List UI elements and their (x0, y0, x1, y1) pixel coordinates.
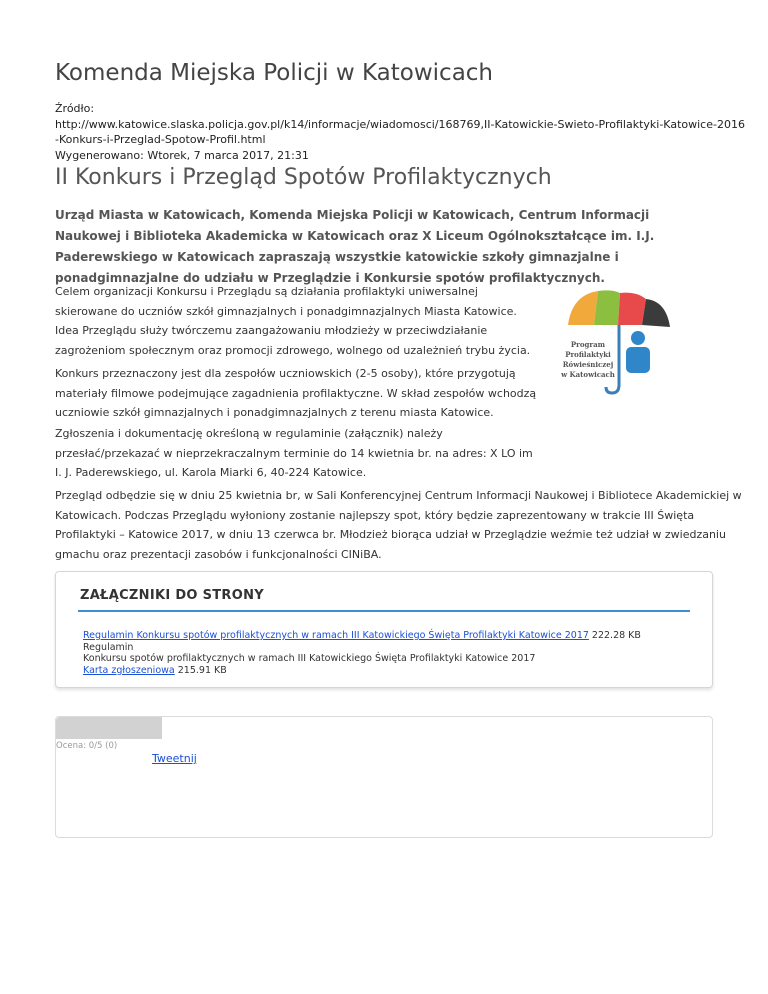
tweet-link[interactable]: Tweetnij (152, 752, 197, 765)
article-title: II Konkurs i Przegląd Spotów Profilaktycznych (55, 165, 552, 190)
paragraph-3-line: Zgłoszenia i dokumentację określoną w regulaminie (załącznik) należy (55, 427, 443, 440)
logo-text-line: w Katowicach (561, 370, 615, 379)
logo-text-line: Program (570, 340, 606, 349)
umbrella-segment-red (618, 293, 646, 325)
attachment-meta: 215.91 KB (174, 664, 227, 676)
source-url-line-1: http://www.katowice.slaska.policja.gov.pl/k14/informacje/wiadomosci/168769,II-Katowickie-Swieto-Profilaktyki-Katowice-2016 (55, 117, 745, 131)
attachments-panel (55, 571, 713, 688)
site-title: Komenda Miejska Policji w Katowicach (55, 60, 494, 86)
paragraph-4-line: Katowicach. Podczas Przeglądu wyłoniony zostanie najlepszy spot, który będzie zaprezentowany w trakcie III Święta (55, 508, 695, 522)
source-block (55, 101, 745, 163)
source-label: Źródło: (55, 102, 95, 115)
paragraph-2-line: uczniowie szkół gimnazjalnych i ponadgimnazjalnych z terenu miasta Katowice. (55, 406, 494, 419)
paragraph-1-line: skierowane do uczniów szkół gimnazjalnych i ponadgimnazjalnych Miasta Katowice. (55, 304, 517, 318)
rating-panel (55, 716, 713, 838)
person-head (631, 331, 645, 345)
umbrella-segment-green (594, 290, 620, 325)
attachments-title: ZAŁĄCZNIKI DO STRONY (80, 588, 264, 603)
paragraph-3-line: I. J. Paderewskiego, ul. Karola Miarki 6, 40-224 Katowice. (55, 466, 367, 479)
attachment-meta: 222.28 KB Regulamin (83, 630, 641, 653)
umbrella-handle (606, 325, 619, 393)
paragraph-4-line: gmachu oraz prezentacji zasobów i funkcjonalności CINiBA. (55, 547, 382, 561)
paragraph-2 (55, 364, 536, 423)
paragraph-1-line: zagrożeniom społecznym oraz promocji zdrowego, wolnego od uzależnień trybu życia. (55, 343, 531, 357)
program-logo (520, 285, 705, 400)
paragraph-4-line: Profilaktyki – Katowice 2017, w dniu 13 czerwca br. Młodzież biorąca udział w Przeglądzie weźmie też udział w zwiedzaniu (55, 528, 726, 541)
paragraph-1 (55, 282, 530, 360)
paragraph-4-line: Przegląd odbędzie się w dniu 25 kwietnia br, w Sali Konferencyjnej Centrum Informacji Naukowej i Bibliotece Akademickiej w (55, 489, 742, 502)
umbrella-segment-dark (642, 299, 670, 327)
person-body (626, 347, 650, 373)
attachments-divider (78, 610, 690, 612)
logo-text-line: Profilaktyki (565, 350, 611, 359)
rating-stars-bar[interactable] (56, 717, 162, 739)
paragraph-1-line: Celem organizacji Konkursu i Przeglądu są działania profilaktyki uniwersalnej (55, 285, 478, 298)
paragraph-1-line: Idea Przeglądu służy twórczemu zaangażowaniu młodzieży w przeciwdziałanie (55, 324, 488, 337)
generated-date: Wygenerowano: Wtorek, 7 marca 2017, 21:31 (55, 148, 309, 162)
source-url-line-2: -Konkurs-i-Przeglad-Spotow-Profil.html (55, 133, 266, 146)
article-lead: Urząd Miasta w Katowicach, Komenda Miejska Policji w Katowicach, Centrum Informacji Naukowej i Biblioteka Akademicka w Katowicach oraz X Liceum Ogólnokształcące im. I.J. Paderewskiego w Katowicach zapraszają wszystkie katowickie szkoły gimnazjalne i ponadgimnazjalne do udziału w Przeglądzie i Konkursie spotów profilaktycznych. (55, 208, 655, 285)
paragraph-4 (55, 486, 742, 564)
paragraph-2-line: materiały filmowe podejmujące zagadnienia profilaktyczne. W skład zespołów wchodzą (55, 386, 537, 400)
paragraph-3-line: przesłać/przekazać w nieprzekraczalnym terminie do 14 kwietnia br. na adres: X LO im (55, 446, 533, 460)
logo-text-line: Rówieśniczej (562, 360, 614, 369)
rating-text: Ocena: 0/5 (0) (56, 741, 118, 751)
paragraph-3 (55, 424, 533, 483)
attachments-list (83, 630, 693, 676)
paragraph-2-line: Konkurs przeznaczony jest dla zespołów uczniowskich (2-5 osoby), które przygotują (55, 367, 516, 380)
attachment-description: Konkursu spotów profilaktycznych w ramach III Katowickiego Święta Profilaktyki Katowice 2017 (83, 653, 536, 664)
attachment-link-regulamin[interactable]: Regulamin Konkursu spotów profilaktycznych w ramach III Katowickiego Święta Profilaktyki Katowice 2017 (83, 630, 589, 641)
attachment-link-karta[interactable]: Karta zgłoszeniowa (83, 664, 175, 676)
umbrella-segment-orange (568, 291, 598, 325)
